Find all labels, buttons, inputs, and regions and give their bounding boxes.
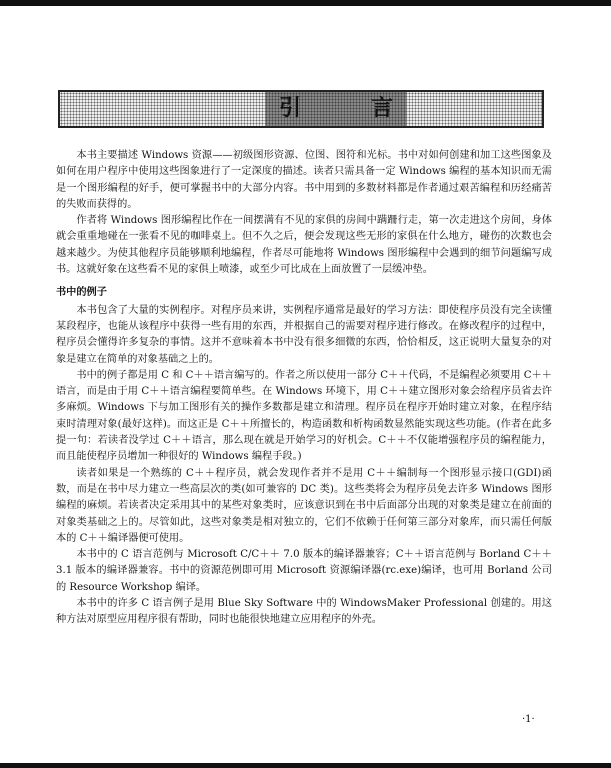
- body-text: [56, 148, 552, 629]
- page-number: ·1·: [522, 714, 535, 725]
- section-paragraph-1: 本书包含了大量的实例程序。对程序员来讲，实例程序通常是最好的学习方法：即使程序员没有完全读懂某段程序，也能从该程序中获得一些有用的东西，并根据自己的需要对程序进行修改。在修改程序的过程中，程序员会懂得许多复杂的事情。这并不意味着本书中没有很多细微的东西，恰恰相反，这正说明大量复杂的对象是建立在简单的对象基础之上的。: [56, 304, 552, 365]
- intro-paragraph-1: 本书主要描述 Windows 资源——初级图形资源、位图、图符和光标。书中对如何创建和加工这些图象及如何在用户程序中使用这些图象进行了一定深度的描述。读者只需具备一定 Windows 编程的基本知识而无需是一个图形编程的好手，便可掌握书中的大部分内容。书中用到的多数材料都是作者通过艰苦编程和历经痛苦的失败而获得的。: [56, 150, 552, 210]
- chapter-title-char-2: 言: [370, 96, 393, 121]
- intro-paragraph-2: 作者将 Windows 图形编程比作在一间摆满有不见的家俱的房间中蹒跚行走，第一次走进这个房间，身体就会重重地碰在一张看不见的咖啡桌上。但不久之后，便会发现这些无形的家俱在什么地方，碰伤的次数也会越来越少。为使其他程序员能够顺利地编程，作者尽可能地将 Windows 图形编程中会遇到的细节问题编写成书。这就好象在这些看不见的家俱上喷漆，或至少可比成在上面放置了一层缓冲垫。: [56, 215, 552, 276]
- scan-border-top: [0, 0, 611, 6]
- section-paragraph-3: 读者如果是一个熟练的 C＋＋程序员，就会发现作者并不是用 C＋＋编制每一个图形显示接口(GDI)函数，而是在书中尽力建立一些高层次的类(如可兼容的 DC 类)。这些类将会为程序员免去许多 Windows 图形编程的麻烦。若读者决定采用其中的某些对象类时，应该意识到在书中后面部分出现的对象类是建立在前面的对象类基础之上的。尽管如此，这些对象类是相对独立的，它们不依赖于任何第三部分对象库，而只需任何版本的 C＋＋编译器便可使用。: [56, 467, 552, 544]
- scan-border-bottom: [0, 763, 611, 768]
- section-paragraph-4: 本书中的 C 语言范例与 Microsoft C/C＋＋ 7.0 版本的编译器兼容；C＋＋语言范例与 Borland C＋＋ 3.1 版本的编译器兼容。书中的资源范例即可用 Microsoft 资源编译器(rc.exe)编译，也可用 Borland 公司的 Resource Workshop 编译。: [56, 549, 552, 593]
- chapter-title: [265, 92, 407, 126]
- section-paragraph-2: 书中的例子都是用 C 和 C＋＋语言编写的。作者之所以使用一部分 C＋＋代码，不是编程必须要用 C＋＋语言，而是由于用 C＋＋语言编程要简单些。在 Windows 环境下，用 C＋＋建立图形对象会给程序员省去许多麻烦。Windows 下与加工图形有关的操作多数都是建立和清理。程序员在程序开始时建立对象，在程序结束时清理对象(最好这样)。而这正是 C＋＋所擅长的，构造函数和析构函数显然能实现这些功能。(作者在此多提一句：若读者没学过 C＋＋语言，那么现在就是开始学习的好机会。C＋＋不仅能增强程序员的编程能力，而且能使程序员增加一种很好的 Windows 编程手段。): [56, 369, 552, 463]
- chapter-title-banner: [58, 90, 544, 128]
- section-heading: 书中的例子: [56, 287, 107, 299]
- chapter-title-char-1: 引: [279, 96, 302, 121]
- section-paragraph-5: 本书中的许多 C 语言例子是用 Blue Sky Software 中的 WindowsMaker Professional 创建的。用这种方法对原型应用程序很有帮助，同时也能很快地建立应用程序的外壳。: [56, 598, 552, 626]
